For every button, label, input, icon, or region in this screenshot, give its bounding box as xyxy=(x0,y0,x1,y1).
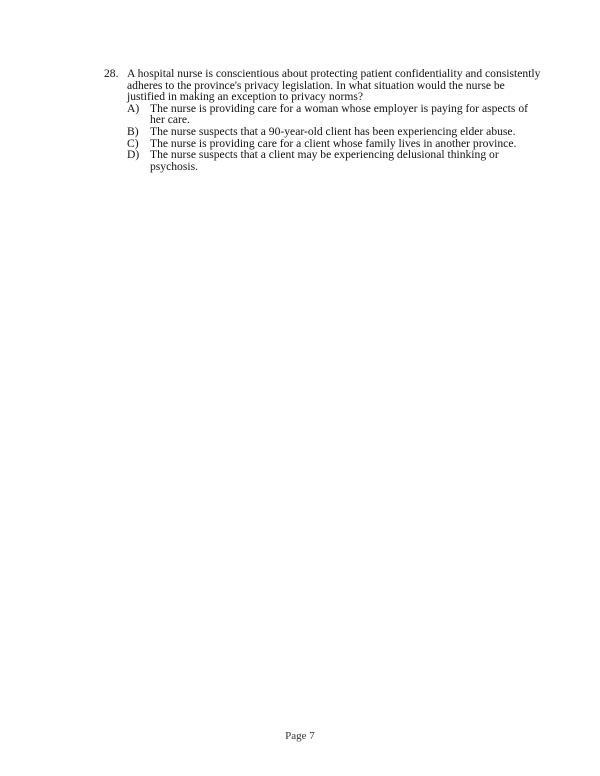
answer-option-a xyxy=(127,103,544,126)
option-letter: C) xyxy=(127,136,139,150)
question-28 xyxy=(104,68,544,172)
option-letter: B) xyxy=(127,124,139,138)
option-text: The nurse suspects that a client may be experiencing delusional thinking or psychosis. xyxy=(150,148,499,173)
question-number: 28. xyxy=(104,67,119,80)
option-text: The nurse is providing care for a client whose family lives in another province. xyxy=(150,136,517,150)
question-stem-row xyxy=(104,68,544,103)
question-stem: A hospital nurse is conscientious about protecting patient confidentiality and consistently adheres to the province's privacy legislation. In what situation would the nurse be justified in making an exception to privacy norms? xyxy=(127,67,541,104)
page-number: Page 7 xyxy=(285,730,315,742)
answer-option-b xyxy=(127,126,544,138)
option-text: The nurse is providing care for a woman whose employer is paying for aspects of her care. xyxy=(150,101,528,127)
option-letter: D) xyxy=(127,148,140,162)
option-text: The nurse suspects that a 90-year-old client has been experiencing elder abuse. xyxy=(150,124,516,138)
option-letter: A) xyxy=(127,101,140,115)
answer-options xyxy=(127,103,544,173)
answer-option-d xyxy=(127,149,544,172)
